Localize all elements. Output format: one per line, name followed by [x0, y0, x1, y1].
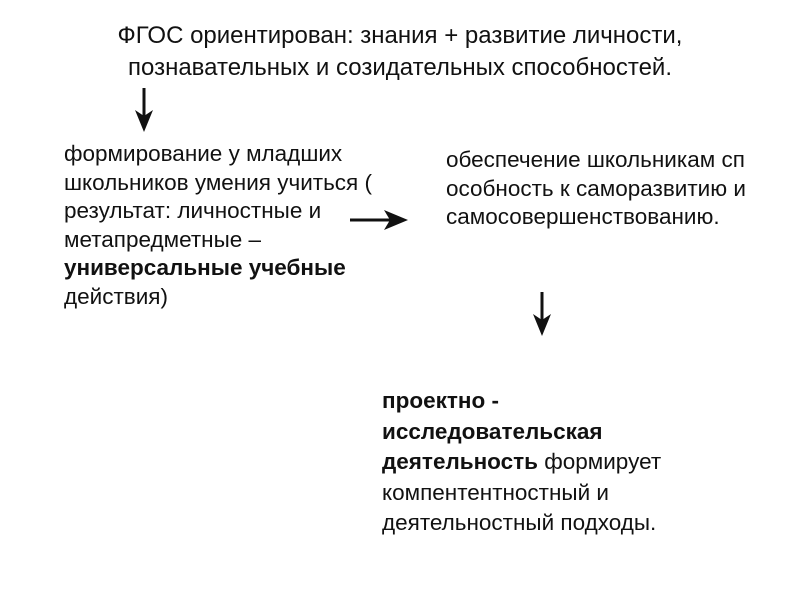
left-text-part-1: формирование у младших школьников умения учиться ( результат: личностные и метапредметные –	[64, 141, 372, 252]
bottom-text-bold: проектно - исследовательская деятельность	[382, 388, 603, 474]
title-line-2: познавательных и созидательных способностей.	[128, 54, 672, 81]
title-line-1: ФГОС ориентирован: знания + развитие личности,	[117, 22, 683, 49]
bottom-text-block	[382, 386, 722, 539]
right-text-block	[446, 146, 756, 232]
left-text-block	[64, 140, 374, 311]
right-text: обеспечение школьникам способность к саморазвитию и самосовершенствованию.	[446, 147, 746, 229]
arrow-right-icon	[350, 208, 410, 232]
left-text-bold: универсальные учебные	[64, 255, 346, 280]
bottom-text: формирует компентентностный и деятельностный подходы.	[382, 449, 662, 535]
arrow-down-right-icon	[532, 290, 552, 338]
page-title	[0, 20, 800, 84]
arrow-down-top-icon	[134, 86, 154, 134]
left-text-part-2: действия)	[64, 283, 168, 309]
